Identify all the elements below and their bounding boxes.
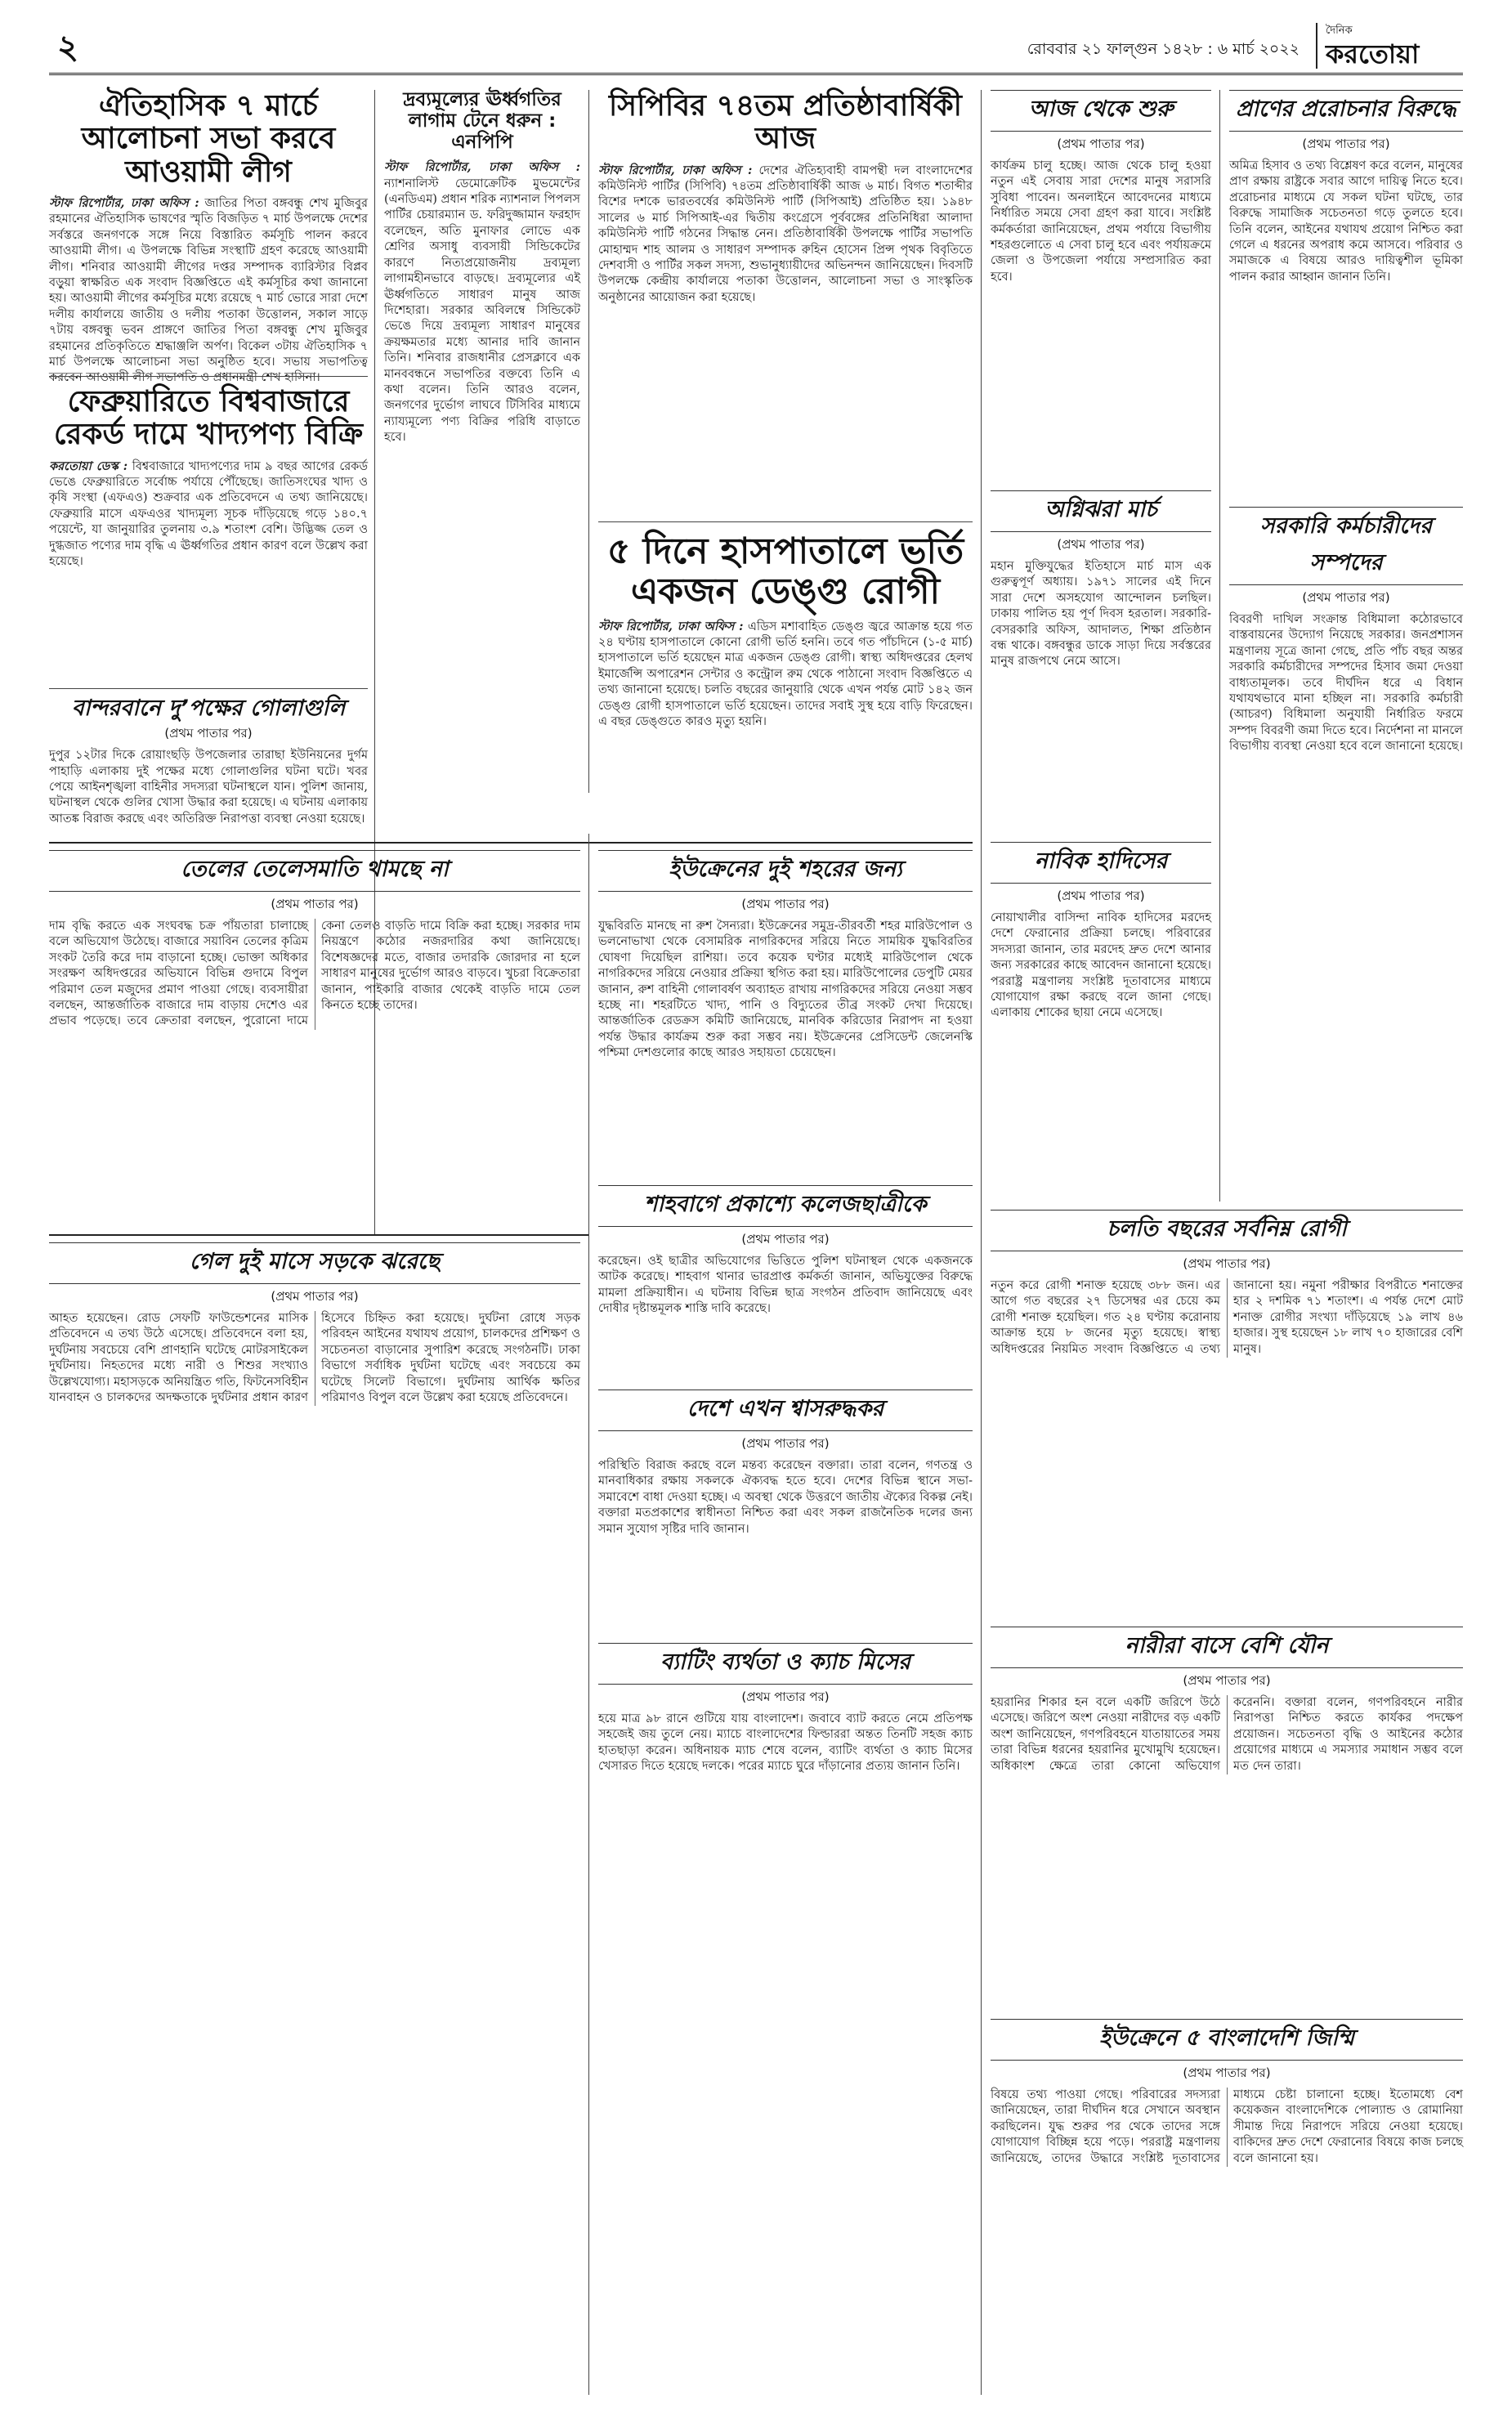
article-body	[49, 459, 368, 571]
article-text: দাম বৃদ্ধি করতে এক সংঘবদ্ধ চক্র পাঁয়তারা চালাচ্ছে বলে অভিযোগ উঠেছে। বাজারে সয়াবিন তেলের কৃত্রিম সংকট তৈরি করে দাম বাড়ানো হচ্ছে। ভোক্তা অধিকার সংরক্ষণ অধিদপ্তরের অভিযানে বিভিন্ন গুদামে বিপুল পরিমাণ তেল মজুদের প্রমাণ পাওয়া গেছে। ব্যবসায়ীরা বলছেন, আন্তর্জাতিক বাজারে দাম বাড়ায় দেশেও এর প্রভাব পড়েছে। তবে ক্রেতারা বলছেন, পুরোনো দামে কেনা তেলও বাড়তি দামে বিক্রি করা হচ্ছে। সরকার দাম নিয়ন্ত্রণে কঠোর নজরদারির কথা জানিয়েছে। বিশেষজ্ঞদের মতে, বাজার তদারকি জোরদার না হলে সাধারণ মানুষের দুর্ভোগ আরও বাড়বে। খুচরা বিক্রেতারা জানান, পাইকারি বাজার থেকেই বাড়তি দামে তেল কিনতে হচ্ছে তাদের।	[49, 920, 580, 1028]
section-divider	[598, 521, 973, 522]
article-byline: স্টাফ রিপোর্টার, ঢাকা অফিস :	[384, 160, 580, 175]
article-dengue	[598, 531, 973, 842]
logo-name: করতোয়া	[1326, 38, 1420, 69]
article-headline: দ্রব্যমূল্যের ঊর্ধ্বগতির লাগাম টেনে ধরুন : এনপিপি	[403, 89, 561, 153]
article-body	[598, 619, 973, 731]
page-masthead	[49, 16, 1463, 75]
article-byline: করতোয়া ডেস্ক :	[49, 459, 128, 473]
article-headline: বান্দরবানে দু’পক্ষের গোলাগুলি	[71, 696, 346, 721]
continued-label: (প্রথম পাতার পর)	[1183, 1673, 1271, 1688]
article-headline: শাহবাগে প্রকাশ্যে কলেজছাত্রীকে	[598, 1185, 973, 1227]
continued-label: (প্রথম পাতার পর)	[1057, 888, 1145, 903]
article-body	[384, 159, 580, 445]
article-text: যুদ্ধবিরতি মানছে না রুশ সৈন্যরা। ইউক্রেনের সমুদ্র-তীরবর্তী শহর মারিউপোল ও ভলনোভাখা থেকে বেসামরিক নাগরিকদের সরিয়ে নিতে সাময়িক যুদ্ধবিরতির ঘোষণা দিয়েছিল রাশিয়া। তবে কয়েক ঘণ্টার মধ্যেই মারিউপোল থেকে নাগরিকদের সরিয়ে নেওয়ার প্রক্রিয়া স্থগিত করা হয়। মারিউপোলের ডেপুটি মেয়র জানান, রুশ বাহিনী গোলাবর্ষণ অব্যাহত রাখায় নাগরিকদের সরিয়ে নেওয়া সম্ভব হচ্ছে না। শহরটিতে খাদ্য, পানি ও বিদ্যুতের তীব্র সংকট দেখা দিয়েছে। আন্তর্জাতিক রেডক্রস কমিটি জানিয়েছে, মানবিক করিডোর নিরাপদ না হওয়া পর্যন্ত উদ্ধার কার্যক্রম শুরু করা সম্ভব নয়। ইউক্রেনের প্রেসিডেন্ট জেলেনস্কি পশ্চিমা দেশগুলোর কাছে আরও সহায়তা চেয়েছেন।	[598, 920, 973, 1060]
continued-label: (প্রথম পাতার পর)	[271, 897, 359, 911]
article-text: এডিস মশাবাহিত ডেঙ্গু জ্বরে আক্রান্ত হয়ে গত ২৪ ঘণ্টায় হাসপাতালে কোনো রোগী ভর্তি হননি। তবে গত পাঁচদিনে (১-৫ মার্চ) হাসপাতালে ভর্তি হয়েছেন মাত্র একজন ডেঙ্গু রোগী। স্বাস্থ্য অধিদপ্তরের হেলথ ইমার্জেন্সি অপারেশন সেন্টার ও কন্ট্রোল রুম থেকে পাঠানো সংবাদ বিজ্ঞপ্তিতে এ তথ্য জানানো হয়েছে। চলতি বছরের জানুয়ারি থেকে এখন পর্যন্ত মোট ১৪২ জন ডেঙ্গু রোগী হাসপাতালে ভর্তি হয়েছেন। তাদের সবাই সুস্থ হয়ে বাড়ি ফিরেছেন। এ বছর ডেঙ্গুতে কারও মৃত্যু হয়নি।	[598, 620, 973, 728]
article-byline: স্টাফ রিপোর্টার, ঢাকা অফিস :	[49, 195, 199, 210]
continued-label: (প্রথম পাতার পর)	[271, 1289, 359, 1304]
continued-label: (প্রথম পাতার পর)	[164, 726, 253, 741]
section-divider	[49, 842, 973, 844]
newspaper-logo	[1316, 23, 1463, 69]
article-road-accidents	[49, 1242, 580, 2395]
article-text: বিবরণী দাখিল সংক্রান্ত বিধিমালা কঠোরভাবে বাস্তবায়নের উদ্যোগ নিয়েছে সরকার। জনপ্রশাসন মন্ত্রণালয় সূত্রে জানা গেছে, প্রতি পাঁচ বছর অন্তর সরকারি কর্মচারীদের সম্পদের হিসাব জমা দেওয়া বাধ্যতামূলক। তবে দীর্ঘদিন ধরে এ বিধান যথাযথভাবে মানা হচ্ছিল না। সরকারি কর্মচারী (আচরণ) বিধিমালা অনুযায়ী নির্ধারিত ফরমে সম্পদ বিবরণী জমা দিতে হবে। নির্দেশনা না মানলে বিভাগীয় ব্যবস্থা নেওয়া হবে বলে জানানো হয়েছে।	[1229, 613, 1463, 754]
article-text: হয়ে মাত্র ৯৮ রানে গুটিয়ে যায় বাংলাদেশ। জবাবে ব্যাট করতে নেমে প্রতিপক্ষ সহজেই জয় তুলে নেয়। ম্যাচে বাংলাদেশের ফিল্ডাররা অন্তত তিনটি সহজ ক্যাচ হাতছাড়া করেন। অধিনায়ক ম্যাচ শেষে বলেন, ব্যাটিং ব্যর্থতা ও ক্যাচ মিসের খেসারত দিতে হয়েছে দলকে। পরের ম্যাচে ঘুরে দাঁড়ানোর প্রত্যয় জানান তিনি।	[598, 1712, 973, 1774]
continued-label: (প্রথম পাতার পর)	[741, 1232, 830, 1246]
article-text: জাতির পিতা বঙ্গবন্ধু শেখ মুজিবুর রহমানের ঐতিহাসিক ভাষণের স্মৃতি বিজড়িত ৭ মার্চ উপলক্ষে দেশের সর্বস্তরে জনগণকে সঙ্গে নিয়ে বিস্তারিত কর্মসূচি পালন করবে আওয়ামী লীগ। এ উপলক্ষে বিভিন্ন সংস্থাটি গ্রহণ করেছে আওয়ামী লীগ। শনিবার আওয়ামী লীগের দপ্তর সম্পাদক ব্যারিস্টার বিপ্লব বড়ুয়া স্বাক্ষরিত এক সংবাদ বিজ্ঞপ্তিতে এই কর্মসূচির কথা জানানো হয়। আওয়ামী লীগের কর্মসূচির মধ্যে রয়েছে ৭ মার্চ ভোরে সারা দেশে দলীয় কার্যালয়ে জাতীয় ও দলীয় পতাকা উত্তোলন, সকাল সাড়ে ৭টায় বঙ্গবন্ধু ভবন প্রাঙ্গণে জাতির পিতা বঙ্গবন্ধু শেখ মুজিবুর রহমানের প্রতিকৃতিতে শ্রদ্ধাঞ্জলি অর্পণ। বিকেল ৩টায় ঐতিহাসিক ৭ মার্চ উপলক্ষে আলোচনা সভা অনুষ্ঠিত হবে। সভায় সভাপতিত্ব করবেন আওয়ামী লীগ সভাপতি ও প্রধানমন্ত্রী শেখ হাসিনা।	[49, 196, 369, 385]
article-headline: ইউক্রেনের দুই শহরের জন্য	[598, 850, 973, 892]
article-headline: নারীরা বাসে বেশি যৌন	[991, 1627, 1463, 1668]
article-headline: ইউক্রেনে ৫ বাংলাদেশি জিম্মি	[991, 2019, 1463, 2061]
continued-label: (প্রথম পাতার পর)	[741, 897, 830, 911]
article-headline: ব্যাটিং ব্যর্থতা ও ক্যাচ মিসের	[598, 1643, 973, 1685]
article-text: করেছেন। ওই ছাত্রীর অভিযোগের ভিত্তিতে পুলিশ ঘটনাস্থল থেকে একজনকে আটক করেছে। শাহবাগ থানার ভারপ্রাপ্ত কর্মকর্তা জানান, অভিযুক্তের বিরুদ্ধে মামলা প্রক্রিয়াধীন। এ ঘটনায় বিভিন্ন ছাত্র সংগঠন প্রতিবাদ জানিয়েছে এবং দোষীর দৃষ্টান্তমূলক শাস্তি দাবি করেছে।	[598, 1255, 973, 1316]
article-fiery-march	[991, 490, 1211, 834]
article-text: দুপুর ১২টার দিকে রোয়াংছড়ি উপজেলার তারাছা ইউনিয়নের দুর্গম পাহাড়ি এলাকায় দুই পক্ষের মধ্যে গোলাগুলির ঘটনা ঘটে। খবর পেয়ে আইনশৃঙ্খলা বাহিনীর সদস্যরা ঘটনাস্থলে যান। পুলিশ জানায়, ঘটনাস্থল থেকে গুলির খোসা উদ্ধার করা হয়েছে। এ ঘটনায় এলাকায় আতঙ্ক বিরাজ করছে এবং অতিরিক্ত নিরাপত্তা ব্যবস্থা নেওয়া হয়েছে।	[49, 749, 368, 826]
continued-label: (প্রথম পাতার পর)	[1183, 2065, 1271, 2080]
article-ukraine-cities	[598, 850, 973, 1177]
article-body	[49, 195, 368, 387]
article-text: ন্যাশনালিস্ট ডেমোক্রেটিক মুভমেন্টের (এনডিএম) প্রধান শরিক ন্যাশনাল পিপলস পার্টির চেয়ারম্যান ড. ফরিদুজ্জামান ফরহাদ বলেছেন, অতি মুনাফার লোভে এক শ্রেণির অসাধু ব্যবসায়ী সিন্ডিকেটের কারণে নিত্যপ্রয়োজনীয় দ্রব্যমূল্য লাগামহীনভাবে বাড়ছে। দ্রব্যমূল্যের এই ঊর্ধ্বগতিতে সাধারণ মানুষ আজ দিশেহারা। সরকার অবিলম্বে সিন্ডিকেট ভেঙে দিয়ে দ্রব্যমূল্য সাধারণ মানুষের ক্রয়ক্ষমতার মধ্যে আনার দাবি জানান তিনি। শনিবার রাজধানীর প্রেসক্লাবে এক মানববন্ধনে সভাপতির বক্তব্যে তিনি এ কথা বলেন। তিনি আরও বলেন, জনগণের দুর্ভোগ লাঘবে টিসিবির মাধ্যমে ন্যায্যমূল্যে পণ্য বিক্রির পরিধি বাড়াতে হবে।	[384, 177, 580, 445]
continued-label: (প্রথম পাতার পর)	[1302, 590, 1390, 605]
article-headline: চলতি বছরের সর্বনিম্ন রোগী	[991, 1210, 1463, 1251]
article-text: নতুন করে রোগী শনাক্ত হয়েছে ৩৮৮ জন। এর আগে গত বছরের ২৭ ডিসেম্বর এর চেয়ে কম রোগী শনাক্ত হয়েছিল। গত ২৪ ঘণ্টায় করোনায় আক্রান্ত হয়ে ৮ জনের মৃত্যু হয়েছে। স্বাস্থ্য অধিদপ্তরের নিয়মিত সংবাদ বিজ্ঞপ্তিতে এ তথ্য জানানো হয়। নমুনা পরীক্ষার বিপরীতে শনাক্তের হার ২ দশমিক ৭১ শতাংশ। এ পর্যন্ত দেশে মোট শনাক্ত রোগীর সংখ্যা দাঁড়িয়েছে ১৯ লাখ ৪৬ হাজার। সুস্থ হয়েছেন ১৮ লাখ ৭০ হাজারের বেশি মানুষ।	[991, 1279, 1463, 1356]
section-divider	[49, 376, 368, 377]
article-text: কার্যক্রম চালু হচ্ছে। আজ থেকে চালু হওয়া নতুন এই সেবায় সারা দেশের মানুষ সরাসরি সুবিধা পাবেন। অনলাইনে আবেদনের মাধ্যমে নির্ধারিত সময়ে সেবা গ্রহণ করা যাবে। সংশ্লিষ্ট কর্মকর্তারা জানিয়েছেন, প্রথম পর্যায়ে বিভাগীয় শহরগুলোতে এ সেবা চালু হবে এবং পর্যায়ক্রমে জেলা ও উপজেলা পর্যায়ে সম্প্রসারিত করা হবে।	[991, 159, 1211, 284]
article-body	[598, 163, 973, 307]
continued-label: (প্রথম পাতার পর)	[741, 1689, 830, 1704]
article-text: বিশ্ববাজারে খাদ্যপণ্যের দাম ৯ বছর আগের রেকর্ড ভেঙে ফেব্রুয়ারিতে সর্বোচ্চ পর্যায়ে পৌঁছেছে। জাতিসংঘের খাদ্য ও কৃষি সংস্থা (এফএও) শুক্রবার এক প্রতিবেদনে এ তথ্য জানিয়েছে। ফেব্রুয়ারি মাসে এফএওর খাদ্যমূল্য সূচক দাঁড়িয়েছে গড়ে ১৪০.৭ পয়েন্টে, যা জানুয়ারির তুলনায় ৩.৯ শতাংশ বেশি। উদ্ভিজ্জ তেল ও দুগ্ধজাত পণ্যের দাম বৃদ্ধি এ ঊর্ধ্বগতির প্রধান কারণ বলে উল্লেখ করা হয়েছে।	[49, 459, 368, 569]
article-text: দেশের ঐতিহ্যবাহী বামপন্থী দল বাংলাদেশের কমিউনিস্ট পার্টির (সিপিবি) ৭৪তম প্রতিষ্ঠাবার্ষিকী আজ ৬ মার্চ। বিগত শতাব্দীর বিশের দশকে ভারতবর্ষের কমিউনিস্ট পার্টি (সিপিআই) প্রতিষ্ঠিত হয়। ১৯৪৮ সালের ৬ মার্চ সিপিআই-এর দ্বিতীয় কংগ্রেসে পূর্ববঙ্গের প্রতিনিধিরা আলাদা কমিউনিস্ট পার্টি গঠনের সিদ্ধান্ত নেন। প্রতিষ্ঠাবার্ষিকী উপলক্ষে পার্টির সভাপতি মোহাম্মদ শাহ আলম ও সাধারণ সম্পাদক রুহিন হোসেন প্রিন্স পৃথক বিবৃতিতে দেশবাসী ও পার্টির সকল সদস্য, শুভানুধ্যায়ীদের অভিনন্দন জানিয়েছেন। দিবসটি উপলক্ষে কেন্দ্রীয় কার্যালয়ে পতাকা উত্তোলন, আলোচনা সভা ও সাংস্কৃতিক অনুষ্ঠানের আয়োজন করা হয়েছে।	[598, 163, 973, 304]
article-text: নোয়াখালীর বাসিন্দা নাবিক হাদিসের মরদেহ দেশে ফেরানোর প্রক্রিয়া চলছে। পরিবারের সদস্যরা জানান, তার মরদেহ দ্রুত দেশে আনার জন্য সরকারের কাছে আবেদন জানানো হয়েছে। পররাষ্ট্র মন্ত্রণালয় সংশ্লিষ্ট দূতাবাসের মাধ্যমে যোগাযোগ রক্ষা করছে বলে জানা গেছে। এলাকায় শোকের ছায়া নেমে এসেছে।	[991, 911, 1211, 1020]
logo-prefix: দৈনিক	[1326, 25, 1353, 37]
article-text: পরিস্থিতি বিরাজ করছে বলে মন্তব্য করেছেন বক্তারা। তারা বলেন, গণতন্ত্র ও মানবাধিকার রক্ষায় সকলকে ঐক্যবদ্ধ হতে হবে। দেশের বিভিন্ন স্থানে সভা-সমাবেশে বাধা দেওয়া হচ্ছে। এ অবস্থা থেকে উত্তরণে জাতীয় ঐক্যের বিকল্প নেই। বক্তারা মতপ্রকাশের স্বাধীনতা নিশ্চিত করা এবং সকল রাজনৈতিক দলের জন্য সমান সুযোগ সৃষ্টির দাবি জানান।	[598, 1459, 973, 1536]
column-rule	[588, 90, 589, 793]
continued-label: (প্রথম পাতার পর)	[1057, 537, 1145, 552]
article-from-today	[991, 90, 1211, 482]
page-number: ২	[57, 28, 79, 66]
section-divider	[49, 688, 368, 689]
article-sailor-hadis	[991, 842, 1211, 1202]
issue-date: রোববার ২১ ফাল্গুন ১৪২৮ : ৬ মার্চ ২০২২	[1027, 40, 1300, 58]
article-lowest-patients	[991, 1210, 1463, 1618]
article-bandarban	[49, 696, 368, 834]
article-npp-prices	[384, 90, 580, 793]
article-headline: ঐতিহাসিক ৭ মার্চে আলোচনা সভা করবে আওয়ামী লীগ	[81, 89, 336, 189]
article-headline: ৫ দিনে হাসপাতালে ভর্তি একজন ডেঙ্গু রোগী	[606, 530, 964, 613]
article-headline: আজ থেকে শুরু	[991, 90, 1211, 132]
article-headline: গেল দুই মাসে সড়কে ঝরেছে	[49, 1242, 580, 1284]
article-headline: নাবিক হাদিসের	[991, 842, 1211, 884]
section-divider	[49, 1234, 588, 1236]
article-headline: তেলের তেলেসমাতি থামছে না	[49, 850, 580, 892]
article-byline: স্টাফ রিপোর্টার, ঢাকা অফিস :	[598, 619, 744, 633]
continued-label: (প্রথম পাতার পর)	[741, 1436, 830, 1451]
article-shahbag	[598, 1185, 973, 1381]
continued-label: (প্রথম পাতার পর)	[1057, 136, 1145, 151]
article-food-prices	[49, 386, 368, 680]
article-headline: প্রাণের প্ররোচনার বিরুদ্ধে	[1229, 90, 1463, 132]
continued-label: (প্রথম পাতার পর)	[1183, 1256, 1271, 1271]
article-byline: স্টাফ রিপোর্টার, ঢাকা অফিস :	[598, 163, 753, 177]
article-batting-failure	[598, 1643, 973, 2395]
article-headline: ফেব্রুয়ারিতে বিশ্ববাজারে রেকর্ড দামে খাদ্যপণ্য বিক্রি	[53, 385, 364, 452]
column-rule	[981, 90, 982, 2395]
article-suffocating	[598, 1390, 973, 1635]
article-headline: দেশে এখন শ্বাসরুদ্ধকর	[598, 1390, 973, 1431]
article-headline: সরকারি কর্মচারীদের সম্পদের	[1229, 507, 1463, 585]
article-govt-employee-assets	[1229, 507, 1463, 1202]
article-text: হয়রানির শিকার হন বলে একটি জরিপে উঠে এসেছে। জরিপে অংশ নেওয়া নারীদের বড় একটি অংশ জানিয়েছেন, গণপরিবহনে যাতায়াতের সময় তারা বিভিন্ন ধরনের হয়রানির মুখোমুখি হয়েছেন। অধিকাংশ ক্ষেত্রে তারা কোনো অভিযোগ করেননি। বক্তারা বলেন, গণপরিবহনে নারীর নিরাপত্তা নিশ্চিত করতে কার্যকর পদক্ষেপ প্রয়োজন। সচেতনতা বৃদ্ধি ও আইনের কঠোর প্রয়োগের মাধ্যমে এ সমস্যার সমাধান সম্ভব বলে মত দেন তারা।	[991, 1696, 1463, 1773]
article-headline: সিপিবির ৭৪তম প্রতিষ্ঠাবার্ষিকী আজ	[609, 89, 962, 156]
article-incitement	[1229, 90, 1463, 499]
article-awami-league-meeting	[49, 89, 369, 385]
article-cpb-anniversary	[598, 90, 973, 515]
newspaper-page	[49, 16, 1463, 2411]
article-headline: অগ্নিঝরা মার্চ	[991, 490, 1211, 532]
article-text: আহত হয়েছেন। রোড সেফটি ফাউন্ডেশনের মাসিক প্রতিবেদনে এ তথ্য উঠে এসেছে। প্রতিবেদনে বলা হয়, দুর্ঘটনায় সবচেয়ে বেশি প্রাণহানি ঘটেছে মোটরসাইকেল দুর্ঘটনায়। নিহতদের মধ্যে নারী ও শিশুর সংখ্যাও উল্লেখযোগ্য। মহাসড়কে অনিয়ন্ত্রিত গতি, ফিটনেসবিহীন যানবাহন ও চালকদের অদক্ষতাকে দুর্ঘটনার প্রধান কারণ হিসেবে চিহ্নিত করা হয়েছে। দুর্ঘটনা রোধে সড়ক পরিবহন আইনের যথাযথ প্রয়োগ, চালকদের প্রশিক্ষণ ও সচেতনতা বাড়ানোর সুপারিশ করেছে সংগঠনটি। ঢাকা বিভাগে সর্বাধিক দুর্ঘটনা ঘটেছে এবং সবচেয়ে কম ঘটেছে সিলেট বিভাগে। দুর্ঘটনায় আর্থিক ক্ষতির পরিমাণও বিপুল বলে উল্লেখ করা হয়েছে প্রতিবেদনে।	[49, 1312, 580, 1405]
column-rule	[588, 834, 589, 2395]
article-ukraine-hostages	[991, 2019, 1463, 2395]
article-text: বিষয়ে তথ্য পাওয়া গেছে। পরিবারের সদস্যরা জানিয়েছেন, তারা দীর্ঘদিন ধরে সেখানে অবস্থান করছিলেন। যুদ্ধ শুরুর পর থেকে তাদের সঙ্গে যোগাযোগ বিচ্ছিন্ন হয়ে পড়ে। পররাষ্ট্র মন্ত্রণালয় জানিয়েছে, তাদের উদ্ধারে সংশ্লিষ্ট দূতাবাসের মাধ্যমে চেষ্টা চালানো হচ্ছে। ইতোমধ্যে বেশ কয়েকজন বাংলাদেশিকে পোল্যান্ড ও রোমানিয়া সীমান্ত দিয়ে নিরাপদে সরিয়ে নেওয়া হয়েছে। বাকিদের দ্রুত দেশে ফেরানোর বিষয়ে কাজ চলছে বলে জানানো হয়।	[991, 2088, 1463, 2165]
continued-label: (প্রথম পাতার পর)	[1302, 136, 1390, 151]
article-text: মহান মুক্তিযুদ্ধের ইতিহাসে মার্চ মাস এক গুরুত্বপূর্ণ অধ্যায়। ১৯৭১ সালের এই দিনে সারা দেশে অসহযোগ আন্দোলন চলছিল। ঢাকায় পালিত হয় পূর্ণ দিবস হরতাল। সরকারি-বেসরকারি অফিস, আদালত, শিক্ষা প্রতিষ্ঠান বন্ধ থাকে। বঙ্গবন্ধুর ডাকে সাড়া দিয়ে সর্বস্তরের মানুষ রাজপথে নেমে আসে।	[991, 560, 1211, 669]
article-oil-prices	[49, 850, 580, 1226]
article-text: অমিত্র হিসাব ও তথ্য বিশ্লেষণ করে বলেন, মানুষের প্রাণ রক্ষায় রাষ্ট্রকে সবার আগে দায়িত্ব নিতে হবে। প্ররোচনার মাধ্যমে যে সকল ঘটনা ঘটছে, তার বিরুদ্ধে সামাজিক সচেতনতা গড়ে তুলতে হবে। তিনি বলেন, আইনের যথাযথ প্রয়োগ নিশ্চিত করা গেলে এ ধরনের অপরাধ কমে আসবে। পরিবার ও সমাজকে এ বিষয়ে আরও দায়িত্বশীল ভূমিকা পালন করার আহ্বান জানান তিনি।	[1229, 159, 1463, 284]
column-rule	[1219, 90, 1220, 1202]
article-women-bus	[991, 1627, 1463, 2011]
